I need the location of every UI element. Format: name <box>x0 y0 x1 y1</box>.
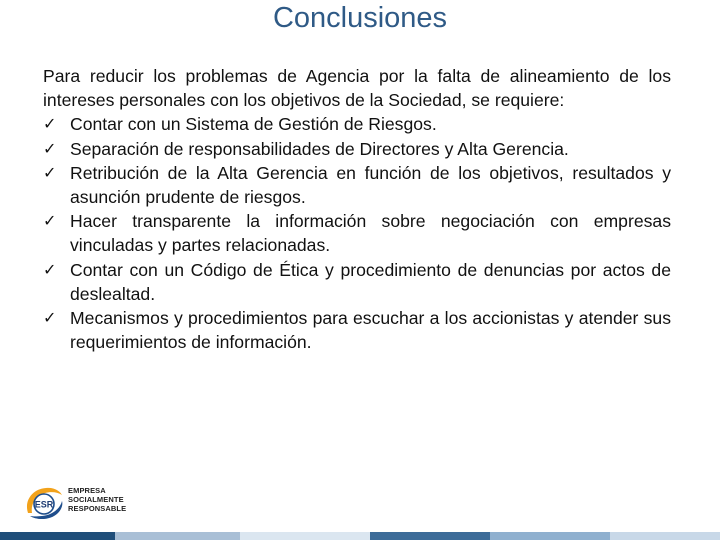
list-item-text: Mecanismos y procedimientos para escuchar a los accionistas y atender sus requerimientos de información. <box>70 308 671 353</box>
footer-color-bar <box>0 532 720 540</box>
list-item <box>43 161 671 209</box>
footer-segment <box>240 532 370 540</box>
footer-segment <box>490 532 610 540</box>
logo-mark-text: ESR <box>34 499 54 510</box>
slide-content <box>43 64 671 354</box>
list-item <box>43 209 671 257</box>
check-icon: ✓ <box>43 259 57 279</box>
logo-line: EMPRESA <box>68 486 106 495</box>
check-icon: ✓ <box>43 162 57 182</box>
footer-segment <box>610 532 720 540</box>
logo-line: SOCIALMENTE <box>68 495 124 504</box>
list-item-text: Separación de responsabilidades de Directores y Alta Gerencia. <box>70 138 569 159</box>
slide-title: Conclusiones <box>272 2 448 34</box>
list-item <box>43 306 671 354</box>
list-item-text: Retribución de la Alta Gerencia en función de los objetivos, resultados y asunción prudente de riesgos. <box>70 162 671 208</box>
list-item <box>43 258 671 306</box>
conclusion-list <box>43 112 671 354</box>
esr-logo <box>22 483 132 523</box>
esr-logo-icon <box>22 483 66 523</box>
check-icon: ✓ <box>43 138 57 158</box>
list-item-text: Hacer transparente la información sobre negociación con empresas vinculadas y partes relacionadas. <box>70 211 671 256</box>
footer-segment <box>115 532 240 540</box>
intro-paragraph: Para reducir los problemas de Agencia por la falta de alineamiento de los intereses personales con los objetivos de la Sociedad, se requiere: <box>43 66 671 111</box>
footer-segment <box>370 532 490 540</box>
list-item-text: Contar con un Código de Ética y procedimiento de denuncias por actos de deslealtad. <box>70 259 671 304</box>
footer-segment <box>0 532 115 540</box>
list-item-text: Contar con un Sistema de Gestión de Riesgos. <box>70 114 437 135</box>
check-icon: ✓ <box>43 211 57 231</box>
logo-text <box>68 486 138 513</box>
list-item <box>43 112 671 136</box>
check-icon: ✓ <box>43 308 57 328</box>
logo-line: RESPONSABLE <box>68 504 127 513</box>
list-item <box>43 137 671 161</box>
check-icon: ✓ <box>43 114 57 134</box>
